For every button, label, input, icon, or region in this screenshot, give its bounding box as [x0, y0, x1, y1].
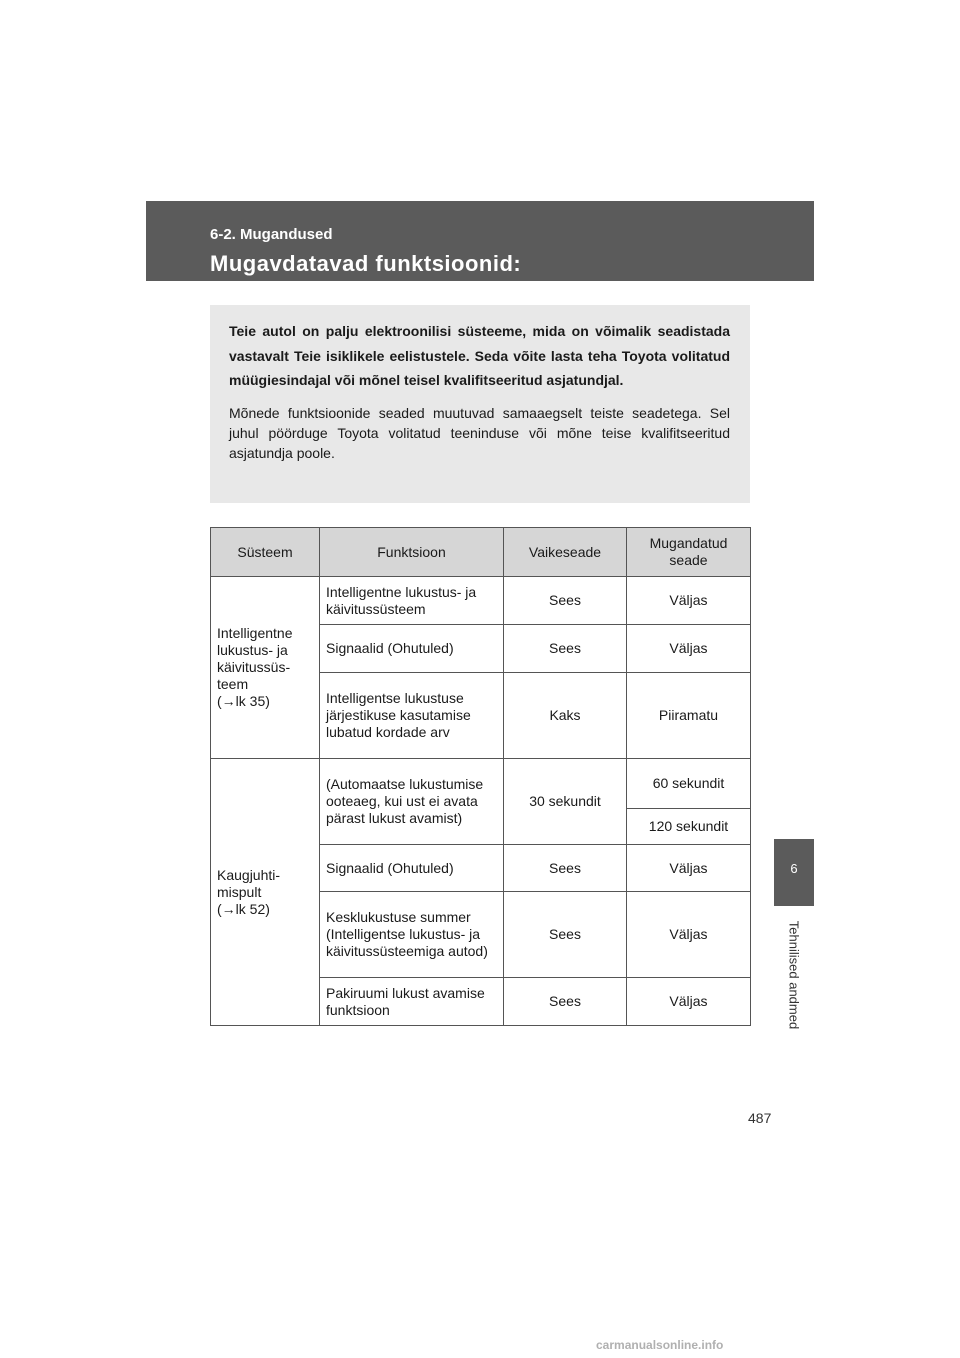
default-cell: Kaks [504, 673, 627, 759]
function-cell: Intelligentne lukustus- ja käivitussüsteem [320, 577, 504, 625]
custom-cell: Väljas [627, 892, 751, 978]
table-header-row [211, 528, 751, 577]
page-title: Mugavdatavad funktsioonid: [210, 251, 522, 276]
system-cell: Kaugjuhtimispult (→lk 52) [211, 759, 320, 1026]
function-cell: Signaalid (Ohutuled) [320, 845, 504, 892]
default-cell: Sees [504, 577, 627, 625]
chapter-side-label: Tehnilised andmed [786, 920, 802, 1030]
system-cell: Intelligentne lukustus- ja käivitussüsteem (→lk 35) [211, 577, 320, 759]
col-header-function: Funktsioon [320, 528, 504, 577]
system-name: Kaugjuhtimispult [217, 866, 281, 900]
default-cell: Sees [504, 978, 627, 1026]
col-header-system: Süsteem [211, 528, 320, 577]
custom-cell: Väljas [627, 978, 751, 1026]
custom-cell: Väljas [627, 577, 751, 625]
default-cell: Sees [504, 892, 627, 978]
custom-cell: 60 sekundit [627, 759, 751, 809]
function-cell: (Automaatse lukustumise ooteaeg, kui ust ei avata pärast lukust avamist) [320, 759, 504, 845]
intro-bold-paragraph: Teie autol on palju elektroonilisi süsteeme, mida on võimalik seadistada vastavalt Teie isiklikele eelistustele. Seda võite lasta teha Toyota volitatud müügiesindajal või mõnel teisel kvalifitseeritud asjatundjal. [229, 323, 730, 388]
function-cell: Intelligentse lukustuse järjestikuse kasutamise lubatud kordade arv [320, 673, 504, 759]
customizable-features-table [210, 527, 751, 1026]
col-header-default: Vaikeseade [504, 528, 627, 577]
chapter-header [146, 201, 814, 281]
page-reference: lk 35 [235, 693, 266, 709]
function-cell: Kesklukustuse summer (Intelligentse lukustus- ja käivitussüsteemiga autod) [320, 892, 504, 978]
section-label: 6-2. Mugandused [210, 226, 333, 243]
custom-cell: 120 sekundit [627, 809, 751, 845]
custom-cell: Väljas [627, 845, 751, 892]
custom-cell: Piiramatu [627, 673, 751, 759]
table-row [211, 759, 751, 809]
arrow-icon: → [221, 693, 236, 709]
page-number: 487 [748, 1110, 772, 1126]
chapter-number: 6 [790, 861, 798, 876]
intro-paragraph: Mõnede funktsioonide seaded muutuvad samaaegselt teiste seadetega. Sel juhul pöörduge Toyota volitatud teeninduse või mõne teise kvalifitseeritud asjatundja poole. [229, 404, 730, 461]
table-row [211, 577, 751, 625]
default-cell: 30 sekundit [504, 759, 627, 845]
custom-cell: Väljas [627, 625, 751, 673]
page-reference: lk 52 [235, 900, 266, 917]
default-cell: Sees [504, 625, 627, 673]
system-name: Intelligentne lukustus- ja käivitussüsteem [217, 625, 293, 692]
default-cell: Sees [504, 845, 627, 892]
intro-box [210, 305, 750, 503]
arrow-icon: → [221, 900, 236, 917]
col-header-customized: Mugandatud seade [627, 528, 751, 577]
function-cell: Pakiruumi lukust avamise funktsioon [320, 978, 504, 1026]
function-cell: Signaalid (Ohutuled) [320, 625, 504, 673]
chapter-tab [774, 839, 814, 906]
watermark: carmanualsonline.info [596, 1338, 724, 1352]
